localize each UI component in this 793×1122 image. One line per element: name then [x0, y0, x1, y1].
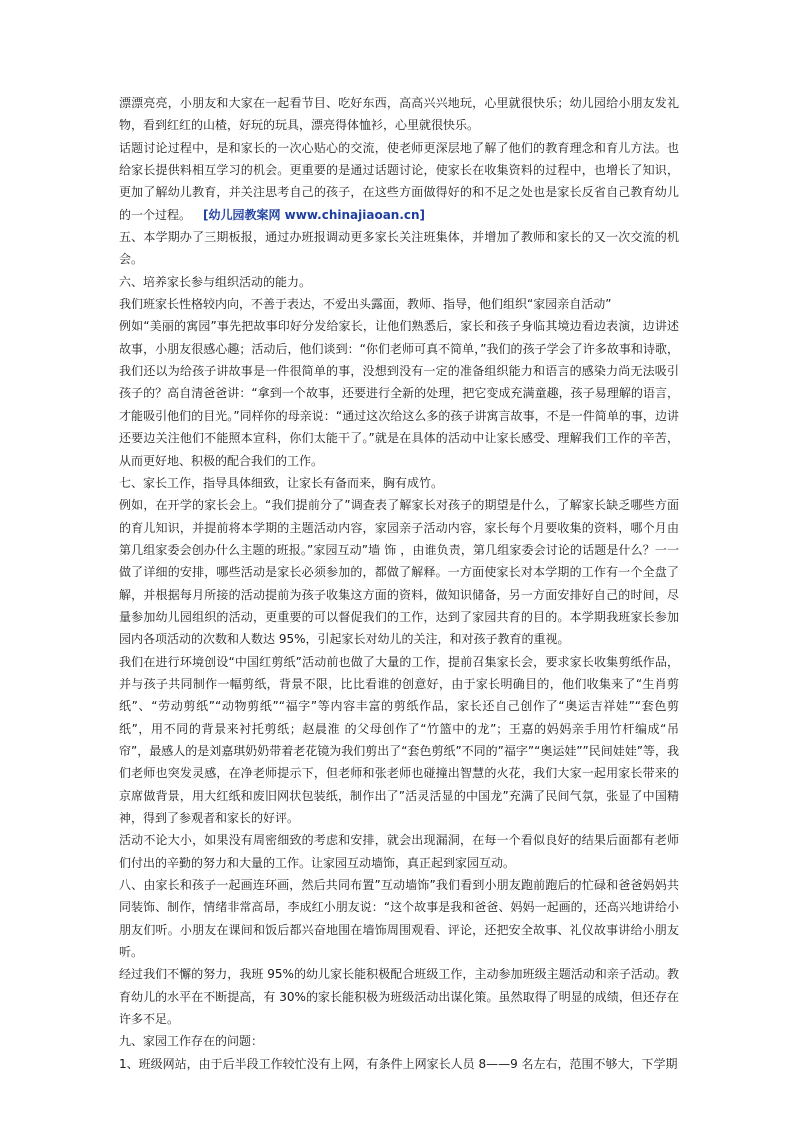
paragraph-8: 例如，在开学的家长会上。“我们提前分了”调查表了解家长对孩子的期望是什么，了解家长缺乏哪些方面的育儿知识，并提前将本学期的主题活动内容，家园亲子活动内容，家长每个月要收集的资料，哪个月由第几组家委会创办什么主题的班报。”家园互动”墙 饰 ，由谁负责，第几组家委会讨论的话题是什么？一一做了详细的安排，哪些活动是家长必须参加的，都做了解释。一方面使家长对本学期的工作有一个全盘了解，并根据每月所接的活动提前为孩子收集这方面的资料，做知识储备，另一方面安排好自己的时间，尽量参加幼儿园组织的活动，更重要的可以督促我们的工作，达到了家园共育的目的。本学期我班家长参加园内各项活动的次数和人数达 95%，引起家长对幼儿的关注，和对孩子教育的重视。	[119, 498, 679, 647]
section-heading-6: 六、培养家长参与组织活动的能力。	[119, 274, 312, 289]
paragraph-12: 经过我们不懈的努力，我班 95%的幼儿家长能积极配合班级工作，主动参加班级主题活动和亲子活动。教育幼儿的水平在不断提高，有 30%的家长能积极为班级活动出谋化策。虽然取得了明显的成绩，但还存在许多不足。	[119, 967, 679, 1027]
section-heading-7: 七、家长工作，指导具体细致，让家长有备而来，胸有成竹。	[119, 475, 444, 490]
paragraph-5: 我们班家长性格较内向，不善于表达，不爱出头露面，教师、指导，他们组织“家园亲自活动”	[119, 297, 612, 312]
paragraph-2-text: 话题讨论过程中，是和家长的一次心贴心的交流，使老师更深层地了解了他们的教育理念和育儿方法。也给家长提供料相互学习的机会。更重要的是通过话题讨论，使家长在收集资料的过程中，也增长了知识，更加了解幼儿教育，并关注思考自己的孩子，在这些方面做得好的和不足之处也是家长反省自己教育幼儿的一个过程。	[119, 140, 679, 222]
paragraph-10: 活动不论大小，如果没有周密细致的考虑和安排，就会出现漏洞，在每一个看似良好的结果后面都有老师们付出的辛勤的努力和大量的工作。让家园互动墙饰，真正起到家园互动。	[119, 833, 679, 870]
site-link[interactable]: [幼儿园教案网 www.chinajiaoan.cn]	[203, 207, 426, 222]
paragraph-14: 1、班级网站，由于后半段工作较忙没有上网，有条件上网家长人员 8——9 名左右，范围不够大，下学期	[119, 1056, 678, 1071]
section-heading-8: 八、由家长和孩子一起画连环画，然后共同布置”互动墙饰”我们看到小朋友跑前跑后的忙碌和爸爸妈妈共同装饰、制作，情绪非常高昂，李成红小朋友说：“这个故事是我和爸爸、妈妈一起画的，还高兴地讲给小朋友们听。小朋友在课间和饭后都兴奋地围在墙饰周围观看、评论，还把安全故事、礼仪故事讲给小朋友听。	[119, 878, 679, 960]
paragraph-9: 我们在进行环境创设“中国红剪纸”活动前也做了大量的工作，提前召集家长会，要求家长收集剪纸作品，并与孩子共同制作一幅剪纸，背景不限，比比看谁的创意好，由于家长明确目的，他们收集来了“生肖剪纸”、“劳动剪纸”“动物剪纸”“福字”等内容丰富的剪纸作品，家长还自己创作了“奥运吉祥娃”“套色剪纸”，用不同的背景来衬托剪纸；赵晨淮 的父母创作了“竹篮中的龙”；王嘉的妈妈亲手用竹杆编成“吊帘”，最感人的是刘嘉琪奶奶带着老花镜为我们剪出了“套色剪纸”不同的”福字”“奥运娃””民间娃娃”等，我们老师也突发灵感，在净老师提示下，但老师和张老师也碰撞出智慧的火花，我们大家一起用家长带来的京席做背景，用大红纸和废旧网状包装纸，制作出了”活灵活显的中国龙”充满了民间气氛，张显了中国精神，得到了参观者和家长的好评。	[119, 654, 679, 825]
paragraph-3: 五、本学期办了三期板报，通过办班报调动更多家长关注班集体，并增加了教师和家长的又一次交流的机会。	[119, 230, 679, 267]
document-page	[119, 92, 679, 1075]
paragraph-6: 例如“美丽的寓园”事先把故事印好分发给家长，让他们熟悉后，家长和孩子身临其境边看边表演，边讲述故事，小朋友很感心趣；活动后，他们谈到：“你们老师可真不简单，”我们的孩子学会了许多故事和诗歌，我们还以为给孩子讲故事是一件很简单的事，没想到没有一定的准备组织能力和语言的感染力尚无法吸引孩子的？高自清爸爸讲：“拿到一个故事，还要进行全新的处理，把它变成充满童趣，孩子易理解的语言，才能吸引他们的目光。”同样你的母亲说：“通过这次给这么多的孩子讲寓言故事，不是一件简单的事，边讲还要边关注他们不能照本宣科，你们太能干了。”就是在具体的活动中让家长感受、理解我们工作的辛苦，从而更好地、积极的配合我们的工作。	[119, 319, 679, 468]
paragraph-2	[119, 137, 679, 226]
section-heading-9: 九、家园工作存在的问题：	[119, 1034, 264, 1049]
paragraph-1: 漂漂亮亮，小朋友和大家在一起看节目、吃好东西，高高兴兴地玩，心里就很快乐；幼儿园给小朋友发礼物，看到红红的山楂，好玩的玩具，漂亮得体恤衫，心里就很快乐。	[119, 96, 679, 133]
